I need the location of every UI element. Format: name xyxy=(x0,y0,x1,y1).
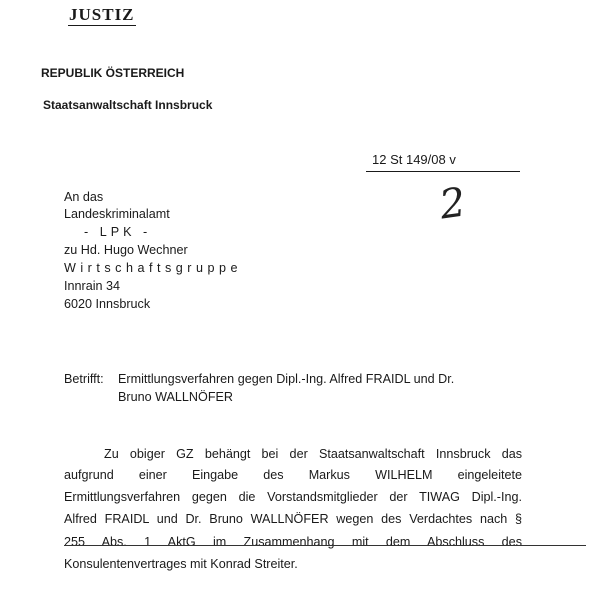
subject-label: Betrifft: xyxy=(64,372,104,386)
paragraph-line xyxy=(64,512,522,526)
recipient-line: zu Hd. Hugo Wechner xyxy=(64,243,188,257)
justiz-logo: JUSTIZ xyxy=(69,5,135,24)
reference-number: 12 St 149/08 v xyxy=(372,152,456,167)
recipient-line: Innrain 34 xyxy=(64,279,121,293)
recipient-line: - LPK - xyxy=(84,225,152,239)
paragraph-line-text: Alfred FRAIDL und Dr. Bruno WALLNÖFER wegen des Verdachtes nach § xyxy=(64,512,522,526)
subject-line: Ermittlungsverfahren gegen Dipl.-Ing. Alfred FRAIDL und Dr. xyxy=(118,372,455,386)
paragraph-line-text: aufgrund einer Eingabe des Markus WILHELM eingeleitete xyxy=(64,468,522,482)
paragraph-line xyxy=(64,468,522,482)
recipient-line: 6020 Innsbruck xyxy=(64,297,151,311)
recipient-line: An das xyxy=(64,190,104,204)
office-heading: Staatsanwaltschaft Innsbruck xyxy=(43,98,213,112)
country-heading: REPUBLIK ÖSTERREICH xyxy=(41,66,185,80)
subject-line: Bruno WALLNÖFER xyxy=(118,390,234,404)
paragraph-line xyxy=(64,490,522,504)
paragraph-line xyxy=(104,447,522,461)
paragraph-line xyxy=(64,535,522,549)
handwritten-number: 2 xyxy=(436,179,469,229)
paragraph-line-text: Ermittlungsverfahren gegen die Vorstandsmitglieder der TIWAG Dipl.-Ing. xyxy=(64,490,522,504)
paragraph-line-text: 255 Abs. 1 AktG im Zusammenhang mit dem Abschluss des xyxy=(64,535,522,549)
recipient-line: Landeskriminalamt xyxy=(64,207,170,221)
paragraph-line-text: Zu obiger GZ behängt bei der Staatsanwaltschaft Innsbruck das xyxy=(104,447,522,461)
scan-artifact-line xyxy=(64,545,586,546)
paragraph-line: Konsulentenvertrages mit Konrad Streiter. xyxy=(64,557,298,571)
reference-underline xyxy=(366,171,520,172)
recipient-line: Wirtschaftsgruppe xyxy=(64,261,242,275)
